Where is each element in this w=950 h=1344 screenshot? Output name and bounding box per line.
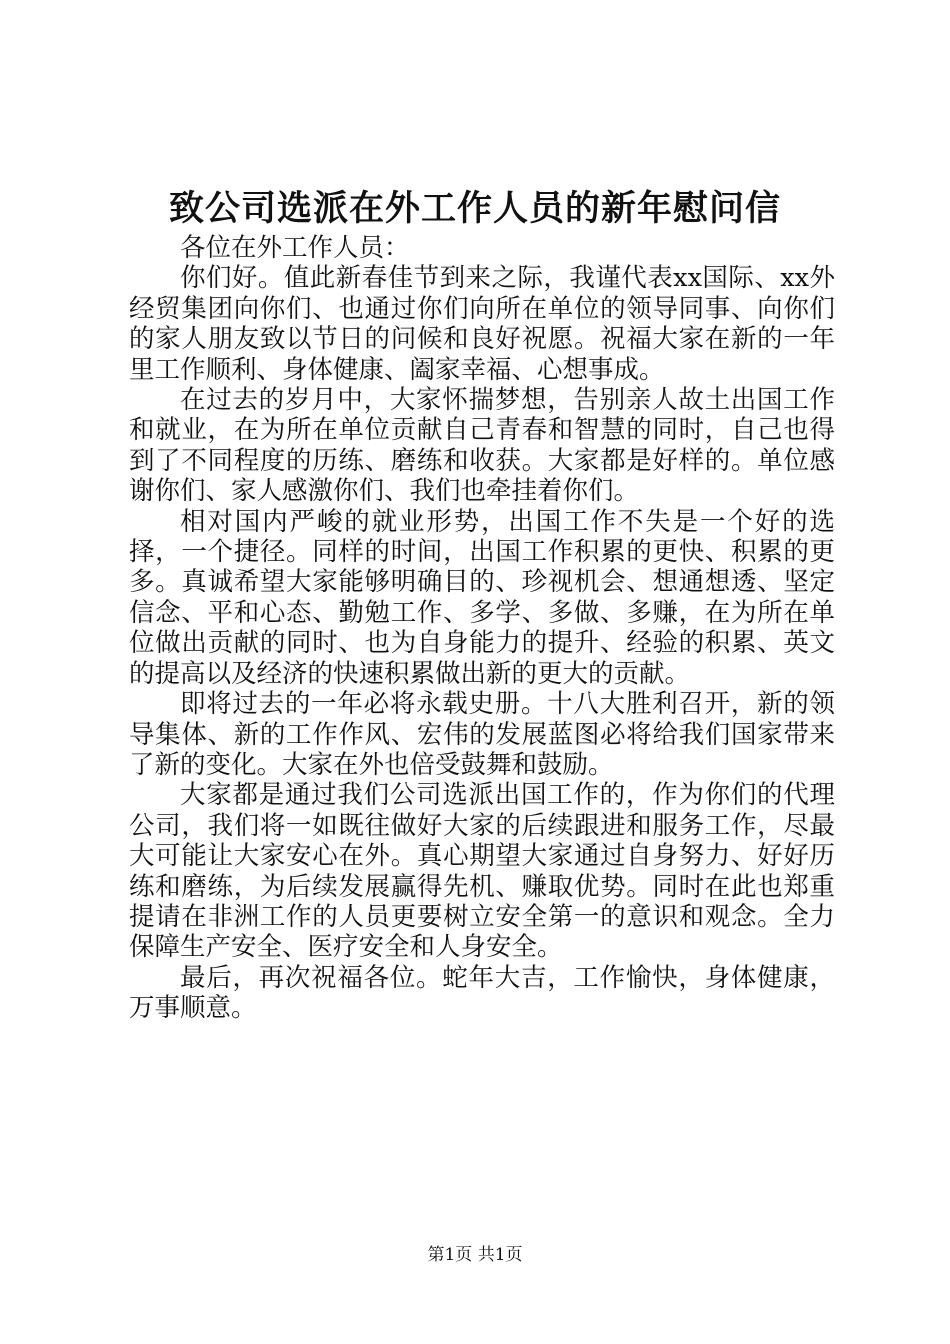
- paragraph-5: 大家都是通过我们公司选派出国工作的，作为你们的代理公司，我们将一如既往做好大家的后续跟进和服务工作，尽最大可能让大家安心在外。真心期望大家通过自身努力、好好历练和磨练，为后续发展赢得先机、赚取优势。同时在此也郑重提请在非洲工作的人员更要树立安全第一的意识和观念。全力保障生产安全、医疗安全和人身安全。: [129, 780, 835, 963]
- page-number-footer: 第1页 共1页: [427, 1245, 523, 1265]
- paragraph-2: 在过去的岁月中，大家怀揣梦想，告别亲人故土出国工作和就业，在为所在单位贡献自己青春和智慧的同时，自己也得到了不同程度的历练、磨练和收获。大家都是好样的。单位感谢你们、家人感激你们、我们也牵挂着你们。: [129, 385, 835, 507]
- document-title: 致公司选派在外工作人员的新年慰问信: [168, 188, 781, 229]
- salutation: 各位在外工作人员：: [180, 233, 410, 263]
- document-body: [129, 233, 835, 1024]
- paragraph-3: 相对国内严峻的就业形势，出国工作不失是一个好的选择，一个捷径。同样的时间，出国工作积累的更快、积累的更多。真诚希望大家能够明确目的、珍视机会、想通想透、坚定信念、平和心态、勤勉工作、多学、多做、多赚，在为所在单位做出贡献的同时、也为自身能力的提升、经验的积累、英文的提高以及经济的快速积累做出新的更大的贡献。: [129, 506, 835, 689]
- paragraph-6: 最后，再次祝福各位。蛇年大吉，工作愉快，身体健康，万事顺意。: [129, 962, 835, 1024]
- paragraph-1: 你们好。值此新春佳节到来之际，我谨代表xx国际、xx外经贸集团向你们、也通过你们向所在单位的领导同事、向你们的家人朋友致以节日的问候和良好祝愿。祝福大家在新的一年里工作顺利、身体健康、阖家幸福、心想事成。: [129, 263, 835, 385]
- paragraph-4: 即将过去的一年必将永载史册。十八大胜利召开，新的领导集体、新的工作作风、宏伟的发展蓝图必将给我们国家带来了新的变化。大家在外也倍受鼓舞和鼓励。: [129, 689, 835, 780]
